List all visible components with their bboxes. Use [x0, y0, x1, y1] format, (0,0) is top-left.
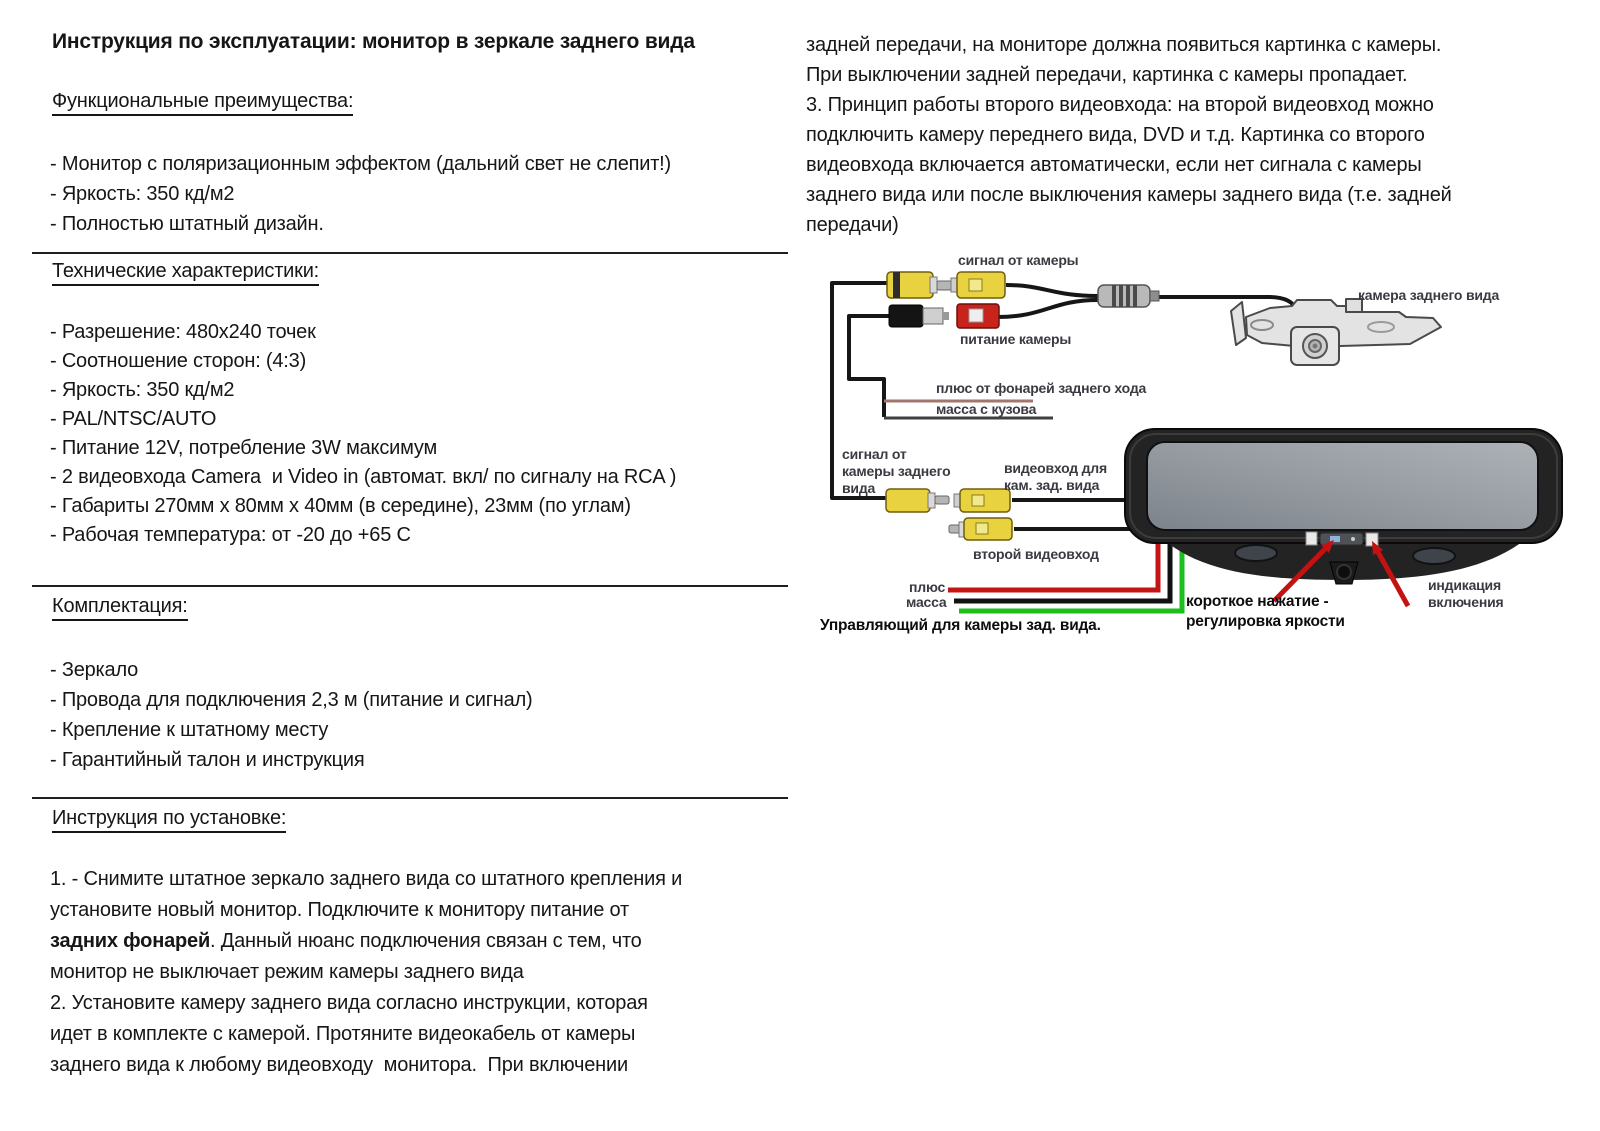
text-line: - Габариты 270мм x 80мм x 40мм (в середине), 23мм (по углам) — [50, 495, 631, 517]
text-line: - Полностью штатный дизайн. — [50, 213, 324, 235]
right-paragraph — [806, 30, 1452, 240]
text-line: 1. - Снимите штатное зеркало заднего вида со штатного крепления и — [50, 868, 683, 890]
text-line: - Провода для подключения 2,3 м (питание и сигнал) — [50, 689, 533, 711]
label-plus-wire: плюс — [909, 579, 946, 595]
text-line: 3. Принцип работы второго видеовхода: на второй видеовход можно — [806, 94, 1434, 116]
text-line: кам. зад. вида — [1004, 477, 1100, 493]
page-title: Инструкция по эксплуатации: монитор в зеркале заднего вида — [52, 30, 695, 53]
text-line: - Питание 12V, потребление 3W максимум — [50, 437, 437, 459]
text-line: вида — [842, 480, 876, 496]
rca-female-camera-power — [957, 304, 999, 328]
text-line: видеовхода включается автоматически, если нет сигнала с камеры — [806, 154, 1422, 176]
section-divider — [32, 797, 788, 799]
text-line: задней передачи, на мониторе должна появиться картинка с камеры. — [806, 34, 1442, 56]
text-line: - Монитор с поляризационным эффектом (дальний свет не слепит!) — [50, 153, 671, 175]
label-control-wire: Управляющий для камеры зад. вида. — [820, 617, 1101, 634]
text-line: заднего вида или после выключения камеры заднего вида (т.е. задней — [806, 184, 1452, 206]
features-list — [50, 149, 671, 239]
text-line: задних фонарей. Данный нюанс подключения связан с тем, что — [50, 930, 642, 952]
mirror-glass — [1147, 442, 1538, 530]
text-line: - Зеркало — [50, 659, 139, 681]
text-line: передачи) — [806, 214, 899, 236]
mirror-vent-left — [1235, 545, 1277, 561]
mirror-vent-right — [1413, 548, 1455, 564]
wire-power-to-connector — [997, 300, 1098, 317]
section-heading-features: Функциональные преимущества: — [52, 90, 353, 113]
label-plus-reverse-lights: плюс от фонарей заднего хода — [936, 380, 1147, 396]
specs-list — [50, 318, 676, 550]
text-line: индикация — [1428, 577, 1501, 593]
install-paragraph — [50, 864, 682, 1081]
label-video-in-rear — [1004, 460, 1107, 494]
package-list — [50, 655, 533, 775]
text-line: заднего вида к любому видеовходу монитора. При включении — [50, 1054, 628, 1076]
text-line: подключить камеру переднего вида, DVD и т.д. Картинка со второго — [806, 124, 1425, 146]
power-indicator-led — [1366, 533, 1378, 546]
brightness-button — [1306, 532, 1317, 545]
text-line: сигнал от — [842, 446, 907, 462]
text-line: камеры заднего — [842, 463, 951, 479]
inline-cable-connector — [1098, 285, 1159, 307]
label-rear-cam-signal — [842, 446, 950, 497]
rear-camera-drawing — [1231, 299, 1441, 365]
text-line: - PAL/NTSC/AUTO — [50, 408, 217, 430]
section-divider — [32, 252, 788, 254]
text-line: видеовход для — [1004, 460, 1107, 476]
text-line: - Яркость: 350 кд/м2 — [50, 379, 235, 401]
text-line: идет в комплекте с камерой. Протяните видеокабель от камеры — [50, 1023, 636, 1045]
rca-female-video-in — [954, 489, 1010, 512]
label-camera-signal: сигнал от камеры — [958, 252, 1079, 268]
text-line: короткое нажатие - — [1186, 593, 1329, 610]
wire-camera-power-branch — [849, 316, 890, 417]
text-line: - Разрешение: 480x240 точек — [50, 321, 316, 343]
rca-male-camera-signal — [887, 272, 952, 298]
section-heading-specs: Технические характеристики: — [52, 260, 319, 283]
text-line: - Гарантийный талон и инструкция — [50, 749, 365, 771]
label-ground-body: масса с кузова — [936, 401, 1037, 417]
rca-male-second-video — [949, 518, 1012, 540]
text-line: - Соотношение сторон: (4:3) — [50, 350, 307, 372]
text-line: - Рабочая температура: от -20 до +65 С — [50, 524, 411, 546]
wire-signal-to-connector — [1006, 285, 1098, 296]
text-line: - Крепление к штатному месту — [50, 719, 329, 741]
text-line: - Яркость: 350 кд/м2 — [50, 183, 235, 205]
rca-female-camera-signal — [951, 272, 1005, 298]
text-line: регулировка яркости — [1186, 613, 1345, 630]
section-divider — [32, 585, 788, 587]
text-line: установите новый монитор. Подключите к монитору питание от — [50, 899, 629, 921]
label-ground-wire: масса — [906, 594, 947, 610]
label-second-video-in: второй видеовход — [973, 546, 1099, 562]
text-line: монитор не выключает режим камеры заднего вида — [50, 961, 524, 983]
label-camera-power: питание камеры — [960, 331, 1072, 347]
text-line: 2. Установите камеру заднего вида согласно инструкции, которая — [50, 992, 648, 1014]
label-power-indicator — [1428, 577, 1503, 611]
section-heading-package: Комплектация: — [52, 595, 188, 618]
text-line: включения — [1428, 594, 1504, 610]
text-line: - 2 видеовхода Camera и Video in (автомат. вкл/ по сигналу на RCA ) — [50, 466, 677, 488]
label-short-press — [1186, 592, 1345, 632]
section-heading-install: Инструкция по установке: — [52, 807, 286, 830]
text-line: При выключении задней передачи, картинка с камеры пропадает. — [806, 64, 1408, 86]
mirror-monitor-drawing — [1125, 429, 1562, 584]
power-plug-male — [889, 305, 949, 327]
label-rear-camera: камера заднего вида — [1358, 287, 1500, 303]
